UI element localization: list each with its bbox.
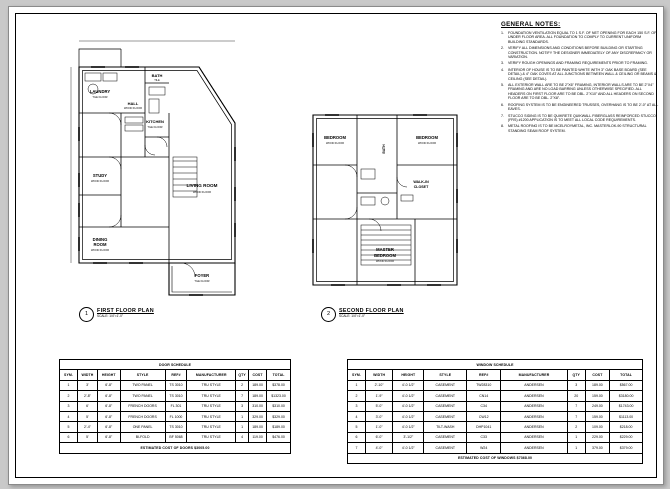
table-row: 1 2'-10" 4'-0 1/2" CASEMENT TW28310 ANDERSEN 3 189.00 $567.00 <box>348 380 643 390</box>
window-schedule-title: WINDOW SCHEDULE <box>348 360 643 370</box>
svg-text:WOOD FLOOR: WOOD FLOOR <box>90 249 110 252</box>
general-notes-list <box>501 31 659 133</box>
window-schedule-header-row: SYM. WIDTH HEIGHT STYLE REF# MANUFACTURER QTY COST TOTAL <box>348 370 643 380</box>
svg-text:WOOD FLOOR: WOOD FLOOR <box>90 180 110 183</box>
note-item: 2. VERIFY ALL DIMENSIONS AND CONDITIONS BEFORE BUILDING OR STARTING CONSTRUCTION. NOTIFY THE DESIGNER IMMEDIATELY OF ANY DISCREPANCY OR VARIATION. <box>501 46 652 60</box>
svg-text:BEDROOM: BEDROOM <box>374 253 396 258</box>
svg-text:WOOD FLOOR: WOOD FLOOR <box>123 107 143 110</box>
svg-text:BEDROOM: BEDROOM <box>324 135 346 140</box>
table-row: 3 5'-0" 4'-0 1/2" CASEMENT C34 ANDERSEN 7 249.00 $1743.00 <box>348 401 643 411</box>
table-row: 7 4'-0" 4'-0 1/2" CASEMENT W24 ANDERSEN 1 379.00 $379.00 <box>348 443 643 453</box>
first-floor-plan-label: FIRST FLOOR PLAN SCALE: 1/4"=1'-0" <box>97 308 154 318</box>
general-notes-title: GENERAL NOTES: <box>501 21 561 28</box>
drawing-sheet <box>8 6 664 485</box>
door-schedule-header-row: SYM. WIDTH HEIGHT STYLE REF# MANUFACTURER QTY COST TOTAL <box>60 370 291 380</box>
table-row: 1 3' 6'-8" TWO PANEL TS 3010 TRU STYLE 2 189.00 $378.00 <box>60 380 291 390</box>
table-row: 6 5' 6'-8" BI-FOLD BF 5068 TRU STYLE 4 119.00 $476.00 <box>60 432 291 442</box>
svg-text:BATH: BATH <box>382 144 386 154</box>
second-floor-bubble: 2 <box>321 307 336 322</box>
table-row: 5 1'-0" 4'-0 1/2" TILT-WASH DHP1041 ANDERSEN 2 109.00 $218.00 <box>348 422 643 432</box>
second-floor-svg <box>297 99 485 309</box>
door-estimate: ESTIMATED COST OF DOORS $3005.00 <box>60 443 291 453</box>
svg-text:WOOD FLOOR: WOOD FLOOR <box>375 260 395 263</box>
note-item: 4. INTERIOR OF HOUSE IS TO BE PAINTED WHITE WITH 3" OAK BASE BOARD (SEE DETAIL) & 4" OAK COVES AT ALL JUNCTIONS BETWEEN WALL & CEILING OR BEAMS & CEILING (SEE DETAIL). <box>501 67 657 81</box>
svg-text:CLOSET: CLOSET <box>413 185 429 189</box>
second-floor-plan-drawing <box>297 99 485 309</box>
window-schedule-table <box>347 359 643 464</box>
svg-text:BEDROOM: BEDROOM <box>416 135 438 140</box>
first-floor-bubble: 1 <box>79 307 94 322</box>
svg-text:HALL: HALL <box>127 101 139 106</box>
svg-text:TILE: TILE <box>154 79 160 82</box>
door-schedule-table <box>59 359 291 454</box>
table-row: 2 2'-8" 6'-8" TWO PANEL TS 3010 TRU STYLE 7 189.00 $1323.00 <box>60 391 291 401</box>
table-row: 6 6'-0" 3'-1/2" CASEMENT C33 ANDERSEN 1 229.00 $229.00 <box>348 432 643 442</box>
svg-text:TILE FLOOR: TILE FLOOR <box>147 126 163 129</box>
first-floor-plan-drawing <box>49 27 279 317</box>
svg-text:TILE FLOOR: TILE FLOOR <box>194 280 210 283</box>
note-item: 7. STUCCO SIDING IS TO BE QUIKRETE QUIKWALL FIBERGLASS REINFORCED STUCCO (FRS) #1200 APPLICATION IS TO MEET ALL LOCAL CODE REQUIREMENTS. <box>501 113 656 122</box>
svg-text:DINING: DINING <box>92 237 108 242</box>
svg-text:WOOD FLOOR: WOOD FLOOR <box>325 142 345 145</box>
general-notes <box>501 21 659 135</box>
svg-text:TILE FLOOR: TILE FLOOR <box>92 96 108 99</box>
svg-text:WOOD FLOOR: WOOD FLOOR <box>417 142 437 145</box>
note-item: 6. ROOFING SYSTEM IS TO BE ENGINEERED TRUSSES, OVERHANG IS TO BE 2'-0" AT ALL EAVES. <box>501 102 659 112</box>
window-estimate-row <box>348 453 643 463</box>
svg-text:FOYER: FOYER <box>194 273 210 278</box>
note-item: 5. ALL EXTERIOR WALL ARE TO BE 2"X6" FRAMING, INTERIOR WALLS ARE TO BE 2"X4" FRAMING AND ARE NO LOAD BARRING UNLESS OTHERWISE SPECIFIED. ALL HEADERS ON FIRST FLOOR ARE TO BE DBL. 2"X10" AND ALL HEADERS ON SECOND FLOOR ARE TO BE DBL. 2"X8". <box>501 83 654 101</box>
svg-text:WOOD FLOOR: WOOD FLOOR <box>192 191 212 194</box>
svg-text:ROOM: ROOM <box>93 242 107 247</box>
svg-text:KITCHEN: KITCHEN <box>146 119 164 124</box>
svg-text:MASTER: MASTER <box>376 247 394 252</box>
first-floor-svg <box>49 27 279 317</box>
door-estimate-row <box>60 443 291 453</box>
table-row: 5 2'-4" 6'-8" ONE PANEL TS 3010 TRU STYLE 1 189.00 $189.00 <box>60 422 291 432</box>
svg-text:LIVING ROOM: LIVING ROOM <box>186 183 218 188</box>
note-item: 1. FOUNDATION VENTILATION EQUAL TO 1 S.F. OF NET OPENING FOR EACH 150 S.F. OF UNDER FLOOR AREA. ALL FOUNDATION TO COMPLY TO CURRENT UNIFORM BUILDING STANDARDS. <box>501 31 657 44</box>
svg-text:LAUNDRY: LAUNDRY <box>89 89 111 94</box>
table-row: 3 6' 6'-8" FRENCH DOORS FL 301 TRU STYLE 3 310.00 $310.00 <box>60 401 291 411</box>
note-item: 8. METAL ROOFING IS TO BE MCELROYMETAL, INC. MASTERLOK-90 STRUCTURAL STANDING SEAM ROOF SYSTEM. <box>501 124 647 133</box>
note-item: 3. VERIFY ROUGH OPENINGS AND FRAMING REQUIREMENTS PRIOR TO FRAMING. <box>501 61 648 66</box>
window-estimate: ESTIMATED COST OF WINDOWS $7368.00 <box>348 453 643 463</box>
table-row: 4 5' 6'-8" FRENCH DOORS FL 1000 TRU STYLE 1 329.00 $329.00 <box>60 411 291 421</box>
svg-text:WALK-IN: WALK-IN <box>413 180 429 184</box>
table-row: 2 1'-9" 4'-0 1/2" CASEMENT CN14 ANDERSEN 20 159.00 $3180.00 <box>348 391 643 401</box>
table-row: 4 3'-0" 4'-0 1/2" CASEMENT CW12 ANDERSEN 7 159.00 $1113.00 <box>348 411 643 421</box>
svg-text:STUDY: STUDY <box>92 173 108 178</box>
door-schedule-title: DOOR SCHEDULE <box>60 360 291 370</box>
svg-text:BATH: BATH <box>151 73 163 78</box>
second-floor-plan-label: SECOND FLOOR PLAN SCALE: 1/4"=1'-0" <box>339 308 404 318</box>
